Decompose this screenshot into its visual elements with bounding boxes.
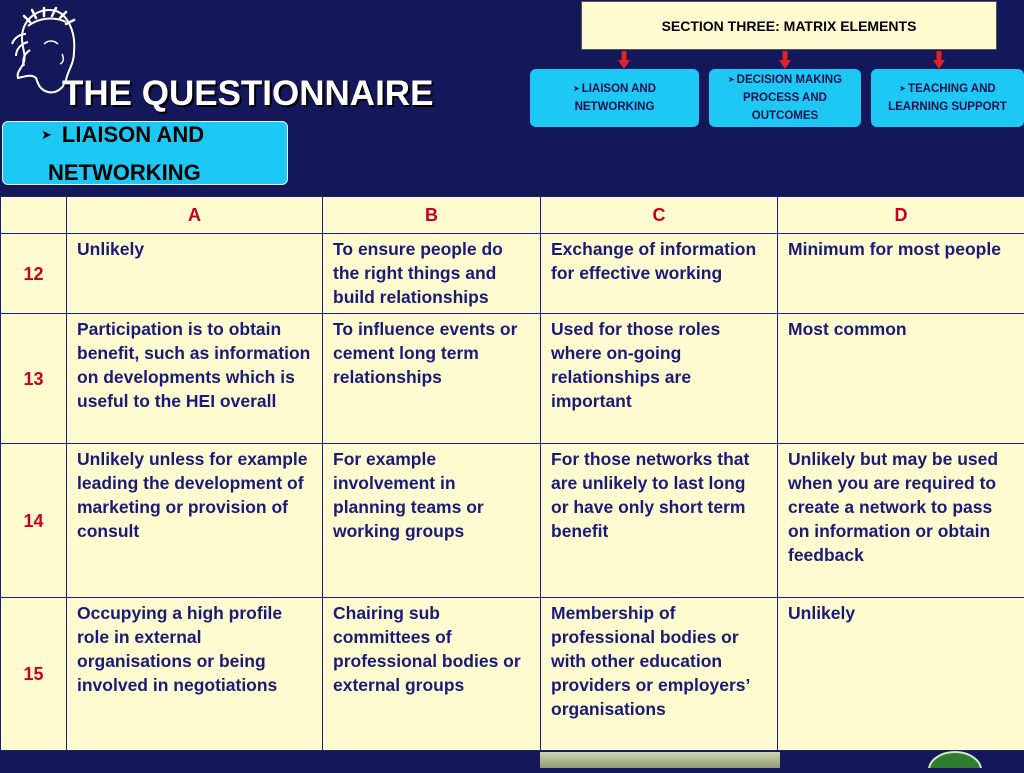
category-label: OUTCOMES — [728, 107, 842, 125]
arrow-bullet-icon: ➤ — [41, 127, 52, 142]
row-number: 13 — [1, 314, 67, 444]
table-cell: Used for those roles where on-going relationships are important — [541, 314, 778, 444]
table-cell: For example involvement in planning teams or working groups — [323, 444, 541, 598]
category-liaison-networking[interactable] — [530, 69, 699, 127]
section-header: SECTION THREE: MATRIX ELEMENTS — [581, 1, 997, 50]
table-header-row — [1, 197, 1024, 234]
down-arrow-icon — [618, 51, 630, 69]
column-header: B — [323, 197, 541, 234]
arrow-bullet-icon: ➤ — [899, 84, 906, 93]
table-cell: To ensure people do the right things and build relationships — [323, 234, 541, 314]
corner-cell — [1, 197, 67, 234]
column-header: D — [778, 197, 1024, 234]
table-cell: Occupying a high profile role in external organisations or being involved in negotiations — [67, 598, 323, 751]
table-row — [1, 314, 1024, 444]
table-cell: Unlikely — [778, 598, 1024, 751]
row-number: 15 — [1, 598, 67, 751]
current-category-label: LIAISON AND — [62, 122, 204, 147]
table-cell: Unlikely — [67, 234, 323, 314]
down-arrow-icon — [779, 51, 791, 69]
arrow-bullet-icon: ➤ — [573, 84, 580, 93]
emblem-icon — [925, 748, 985, 768]
category-label: TEACHING AND — [908, 83, 996, 95]
table-cell: Unlikely unless for example leading the development of marketing or provision of consult — [67, 444, 323, 598]
category-label: NETWORKING — [573, 98, 656, 116]
table-cell: Exchange of information for effective working — [541, 234, 778, 314]
table-cell: Minimum for most people — [778, 234, 1024, 314]
table-cell: Membership of professional bodies or with other education providers or employers’ organisations — [541, 598, 778, 751]
table-cell: Chairing sub committees of professional bodies or external groups — [323, 598, 541, 751]
down-arrow-icon — [933, 51, 945, 69]
current-category-label: NETWORKING — [48, 160, 201, 186]
table-cell: Unlikely but may be used when you are required to create a network to pass on information or obtain feedback — [778, 444, 1024, 598]
table-cell: Most common — [778, 314, 1024, 444]
table-cell: For those networks that are unlikely to last long or have only short term benefit — [541, 444, 778, 598]
table-row — [1, 598, 1024, 751]
row-number: 12 — [1, 234, 67, 314]
table-cell: To influence events or cement long term relationships — [323, 314, 541, 444]
page-title: THE QUESTIONNAIRE — [62, 74, 433, 114]
category-label: DECISION MAKING — [737, 74, 842, 86]
category-teaching-learning[interactable] — [871, 69, 1024, 127]
current-category-box — [2, 121, 288, 185]
matrix-table — [0, 196, 1024, 751]
table-row — [1, 234, 1024, 314]
column-header: C — [541, 197, 778, 234]
category-decision-making[interactable] — [709, 69, 861, 127]
category-label: PROCESS AND — [728, 89, 842, 107]
category-label: LIAISON AND — [582, 83, 656, 95]
table-row — [1, 444, 1024, 598]
decorative-strip — [540, 752, 780, 768]
column-header: A — [67, 197, 323, 234]
table-cell: Participation is to obtain benefit, such as information on developments which is useful to the HEI overall — [67, 314, 323, 444]
row-number: 14 — [1, 444, 67, 598]
category-label: LEARNING SUPPORT — [888, 98, 1007, 116]
arrow-bullet-icon: ➤ — [728, 75, 735, 84]
